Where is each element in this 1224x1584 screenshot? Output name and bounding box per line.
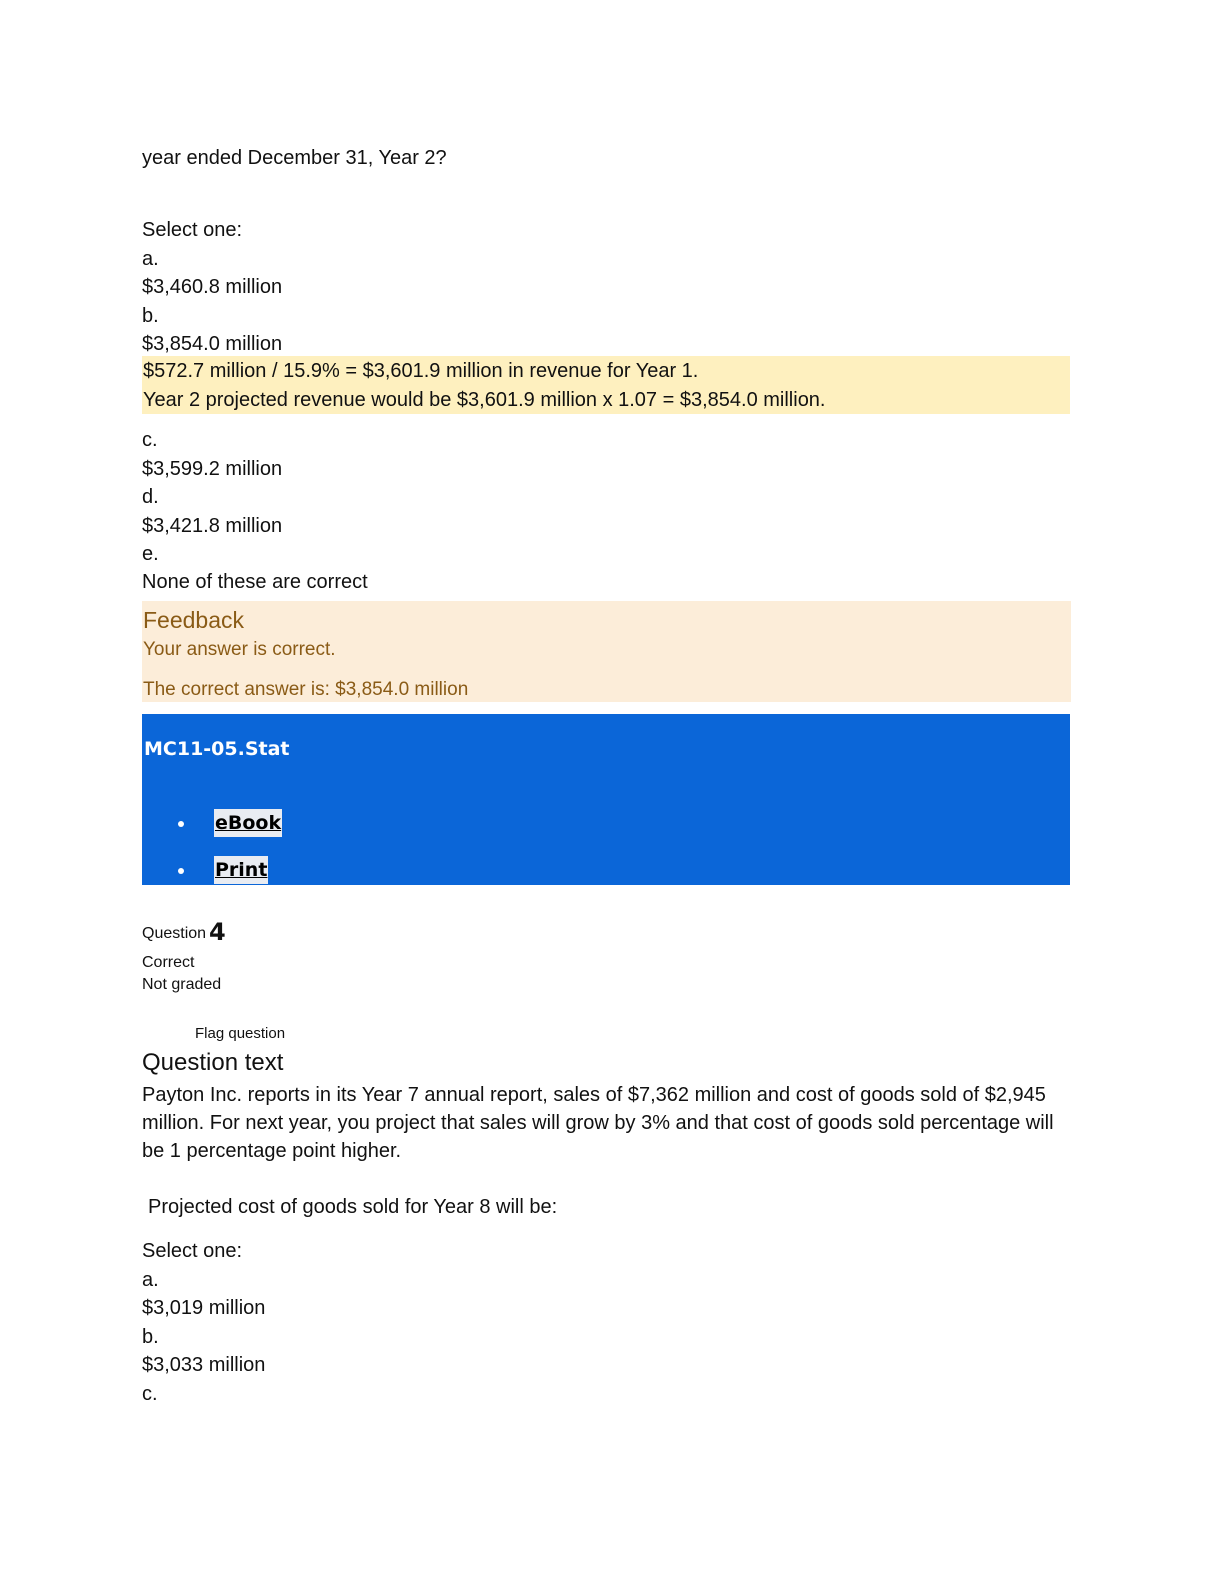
q4-option-b-letter[interactable]: b.: [142, 1326, 159, 1348]
feedback-title: Feedback: [143, 607, 245, 633]
print-link[interactable]: Print: [214, 856, 268, 884]
q4-option-a-text[interactable]: $3,019 million: [142, 1297, 266, 1319]
select-one-label-q4: Select one:: [142, 1240, 243, 1262]
resource-bar: [142, 714, 1070, 885]
question-grade: Not graded: [142, 976, 222, 993]
question-number-block: [142, 918, 226, 946]
q4-option-a-letter[interactable]: a.: [142, 1269, 159, 1291]
feedback-panel: [142, 601, 1071, 702]
select-one-label: Select one:: [142, 219, 243, 241]
q4-option-c-letter[interactable]: c.: [142, 1383, 158, 1405]
option-c-letter[interactable]: c.: [142, 429, 158, 451]
question-code: MC11-05.Stat: [144, 738, 290, 760]
bullet-icon: [178, 821, 184, 827]
option-e-text[interactable]: None of these are correct: [142, 571, 368, 593]
q4-option-b-text[interactable]: $3,033 million: [142, 1354, 266, 1376]
feedback-result: Your answer is correct.: [143, 639, 336, 660]
bullet-icon: [178, 868, 184, 874]
question-body: Payton Inc. reports in its Year 7 annual report, sales of $7,362 million and cost of goods sold of $2,945 million. For next year, you project that sales will grow by 3% and that cost of goods sold percentage will be 1 percentage point higher.: [142, 1084, 1054, 1162]
question-state: Correct: [142, 954, 195, 971]
option-b-text[interactable]: $3,854.0 million: [142, 333, 283, 355]
question-text-heading: Question text: [142, 1049, 284, 1076]
option-e-letter[interactable]: e.: [142, 543, 159, 565]
question-number: 4: [209, 918, 226, 946]
explanation-line-1: $572.7 million / 15.9% = $3,601.9 million in revenue for Year 1.: [143, 360, 699, 382]
feedback-correct-answer: The correct answer is: $3,854.0 million: [143, 679, 469, 700]
ebook-link[interactable]: eBook: [214, 809, 282, 837]
option-a-text[interactable]: $3,460.8 million: [142, 276, 283, 298]
answer-explanation: [142, 356, 1070, 414]
question-label: Question: [142, 925, 207, 942]
question-prompt: Projected cost of goods sold for Year 8 will be:: [148, 1196, 558, 1218]
explanation-line-2: Year 2 projected revenue would be $3,601.9 million x 1.07 = $3,854.0 million.: [143, 389, 826, 411]
option-b-letter[interactable]: b.: [142, 305, 159, 327]
flag-question-link[interactable]: Flag question: [195, 1025, 286, 1042]
option-d-letter[interactable]: d.: [142, 486, 159, 508]
question-stem-tail: year ended December 31, Year 2?: [142, 147, 447, 169]
option-d-text[interactable]: $3,421.8 million: [142, 515, 283, 537]
option-c-text[interactable]: $3,599.2 million: [142, 458, 283, 480]
option-a-letter[interactable]: a.: [142, 248, 159, 270]
